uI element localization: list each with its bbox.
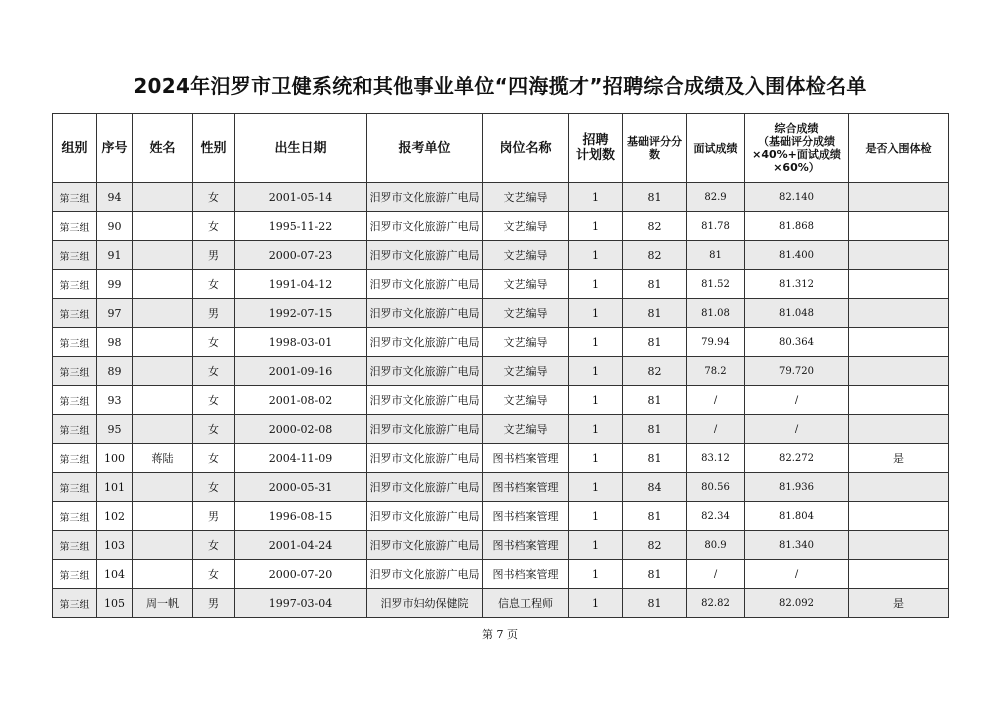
cell-base: 81 xyxy=(623,183,687,212)
cell-post: 文艺编导 xyxy=(483,386,569,415)
cell-total: 79.720 xyxy=(745,357,849,386)
cell-name xyxy=(133,473,193,502)
cell-seq: 95 xyxy=(97,415,133,444)
header-post: 岗位名称 xyxy=(483,114,569,183)
cell-post: 文艺编导 xyxy=(483,241,569,270)
cell-plan: 1 xyxy=(569,241,623,270)
cell-total: / xyxy=(745,415,849,444)
cell-plan: 1 xyxy=(569,270,623,299)
cell-gender: 女 xyxy=(193,212,235,241)
cell-base: 82 xyxy=(623,531,687,560)
cell-group: 第三组 xyxy=(53,212,97,241)
cell-pass: 是 xyxy=(849,444,949,473)
cell-interview: 78.2 xyxy=(687,357,745,386)
cell-total: 81.048 xyxy=(745,299,849,328)
table-row xyxy=(53,531,949,560)
cell-post: 信息工程师 xyxy=(483,589,569,618)
header-total xyxy=(745,114,849,183)
cell-group: 第三组 xyxy=(53,386,97,415)
cell-interview: 82.9 xyxy=(687,183,745,212)
cell-base: 82 xyxy=(623,357,687,386)
cell-unit: 汨罗市妇幼保健院 xyxy=(367,589,483,618)
cell-unit: 汨罗市文化旅游广电局 xyxy=(367,241,483,270)
cell-name xyxy=(133,299,193,328)
cell-interview: 82.34 xyxy=(687,502,745,531)
cell-total: 81.340 xyxy=(745,531,849,560)
cell-name xyxy=(133,270,193,299)
cell-base: 81 xyxy=(623,444,687,473)
table-row xyxy=(53,415,949,444)
header-interview: 面试成绩 xyxy=(687,114,745,183)
cell-base: 81 xyxy=(623,415,687,444)
cell-gender: 女 xyxy=(193,560,235,589)
cell-seq: 99 xyxy=(97,270,133,299)
cell-seq: 97 xyxy=(97,299,133,328)
cell-group: 第三组 xyxy=(53,444,97,473)
cell-name: 蒋陆 xyxy=(133,444,193,473)
cell-total: 81.868 xyxy=(745,212,849,241)
cell-post: 文艺编导 xyxy=(483,183,569,212)
cell-gender: 女 xyxy=(193,270,235,299)
cell-group: 第三组 xyxy=(53,560,97,589)
header-base-line1: 基础评分分 xyxy=(627,135,682,148)
header-total-line3: ×40%+面试成绩 xyxy=(752,148,841,161)
cell-total: 81.400 xyxy=(745,241,849,270)
table-row xyxy=(53,183,949,212)
cell-interview: 80.56 xyxy=(687,473,745,502)
cell-group: 第三组 xyxy=(53,357,97,386)
header-name: 姓名 xyxy=(133,114,193,183)
cell-group: 第三组 xyxy=(53,299,97,328)
table-header-row xyxy=(53,114,949,183)
table-row xyxy=(53,270,949,299)
page-title: 2024年汨罗市卫健系统和其他事业单位“四海揽才”招聘综合成绩及入围体检名单 xyxy=(133,74,867,98)
cell-total: 82.092 xyxy=(745,589,849,618)
cell-base: 84 xyxy=(623,473,687,502)
cell-plan: 1 xyxy=(569,589,623,618)
cell-plan: 1 xyxy=(569,502,623,531)
cell-gender: 女 xyxy=(193,183,235,212)
cell-name xyxy=(133,183,193,212)
header-plan-line2: 计划数 xyxy=(575,148,615,163)
cell-unit: 汨罗市文化旅游广电局 xyxy=(367,473,483,502)
cell-unit: 汨罗市文化旅游广电局 xyxy=(367,357,483,386)
cell-total: / xyxy=(745,560,849,589)
cell-pass: 是 xyxy=(849,589,949,618)
cell-gender: 女 xyxy=(193,531,235,560)
cell-gender: 女 xyxy=(193,357,235,386)
cell-post: 图书档案管理 xyxy=(483,473,569,502)
cell-post: 图书档案管理 xyxy=(483,444,569,473)
cell-birth: 1995-11-22 xyxy=(235,212,367,241)
table-row xyxy=(53,299,949,328)
cell-plan: 1 xyxy=(569,299,623,328)
cell-pass xyxy=(849,357,949,386)
header-total-line2: （基础评分成绩 xyxy=(758,135,835,148)
cell-plan: 1 xyxy=(569,444,623,473)
cell-interview: / xyxy=(687,386,745,415)
cell-interview: / xyxy=(687,415,745,444)
cell-post: 文艺编导 xyxy=(483,299,569,328)
cell-birth: 1992-07-15 xyxy=(235,299,367,328)
cell-seq: 103 xyxy=(97,531,133,560)
cell-plan: 1 xyxy=(569,560,623,589)
cell-birth: 2000-07-23 xyxy=(235,241,367,270)
cell-interview: 83.12 xyxy=(687,444,745,473)
cell-base: 81 xyxy=(623,560,687,589)
cell-pass xyxy=(849,328,949,357)
cell-group: 第三组 xyxy=(53,531,97,560)
cell-seq: 89 xyxy=(97,357,133,386)
cell-name xyxy=(133,386,193,415)
cell-seq: 94 xyxy=(97,183,133,212)
cell-total: 81.312 xyxy=(745,270,849,299)
header-unit: 报考单位 xyxy=(367,114,483,183)
cell-pass xyxy=(849,270,949,299)
cell-base: 81 xyxy=(623,502,687,531)
cell-birth: 2001-09-16 xyxy=(235,357,367,386)
cell-interview: 81 xyxy=(687,241,745,270)
cell-birth: 2000-07-20 xyxy=(235,560,367,589)
table-row xyxy=(53,473,949,502)
cell-group: 第三组 xyxy=(53,183,97,212)
header-pass: 是否入围体检 xyxy=(849,114,949,183)
cell-base: 81 xyxy=(623,589,687,618)
header-birth: 出生日期 xyxy=(235,114,367,183)
table-row xyxy=(53,589,949,618)
cell-interview: 80.9 xyxy=(687,531,745,560)
cell-plan: 1 xyxy=(569,386,623,415)
cell-birth: 2004-11-09 xyxy=(235,444,367,473)
cell-pass xyxy=(849,502,949,531)
cell-birth: 2000-02-08 xyxy=(235,415,367,444)
cell-total: 80.364 xyxy=(745,328,849,357)
page-number: 第 7 页 xyxy=(482,628,518,641)
cell-pass xyxy=(849,531,949,560)
cell-base: 81 xyxy=(623,299,687,328)
cell-plan: 1 xyxy=(569,212,623,241)
cell-unit: 汨罗市文化旅游广电局 xyxy=(367,415,483,444)
cell-unit: 汨罗市文化旅游广电局 xyxy=(367,502,483,531)
cell-base: 82 xyxy=(623,241,687,270)
cell-post: 文艺编导 xyxy=(483,328,569,357)
cell-pass xyxy=(849,386,949,415)
cell-base: 81 xyxy=(623,386,687,415)
table-row xyxy=(53,444,949,473)
cell-post: 文艺编导 xyxy=(483,357,569,386)
cell-name xyxy=(133,560,193,589)
cell-seq: 100 xyxy=(97,444,133,473)
cell-post: 图书档案管理 xyxy=(483,502,569,531)
cell-gender: 男 xyxy=(193,502,235,531)
cell-plan: 1 xyxy=(569,531,623,560)
cell-group: 第三组 xyxy=(53,473,97,502)
header-seq: 序号 xyxy=(97,114,133,183)
cell-post: 文艺编导 xyxy=(483,415,569,444)
cell-name xyxy=(133,328,193,357)
table-row xyxy=(53,212,949,241)
cell-interview: / xyxy=(687,560,745,589)
cell-name xyxy=(133,415,193,444)
cell-pass xyxy=(849,183,949,212)
cell-name xyxy=(133,241,193,270)
cell-gender: 男 xyxy=(193,241,235,270)
cell-base: 82 xyxy=(623,212,687,241)
cell-seq: 93 xyxy=(97,386,133,415)
cell-group: 第三组 xyxy=(53,415,97,444)
cell-name xyxy=(133,357,193,386)
cell-total: 82.140 xyxy=(745,183,849,212)
cell-post: 文艺编导 xyxy=(483,270,569,299)
cell-seq: 90 xyxy=(97,212,133,241)
cell-name: 周一帆 xyxy=(133,589,193,618)
cell-unit: 汨罗市文化旅游广电局 xyxy=(367,560,483,589)
cell-gender: 女 xyxy=(193,473,235,502)
cell-seq: 102 xyxy=(97,502,133,531)
cell-seq: 105 xyxy=(97,589,133,618)
cell-plan: 1 xyxy=(569,473,623,502)
results-table xyxy=(52,113,949,618)
cell-seq: 101 xyxy=(97,473,133,502)
cell-pass xyxy=(849,212,949,241)
cell-gender: 女 xyxy=(193,444,235,473)
cell-gender: 女 xyxy=(193,386,235,415)
cell-seq: 98 xyxy=(97,328,133,357)
cell-interview: 79.94 xyxy=(687,328,745,357)
cell-plan: 1 xyxy=(569,415,623,444)
cell-post: 文艺编导 xyxy=(483,212,569,241)
cell-group: 第三组 xyxy=(53,589,97,618)
cell-unit: 汨罗市文化旅游广电局 xyxy=(367,444,483,473)
cell-name xyxy=(133,502,193,531)
cell-unit: 汨罗市文化旅游广电局 xyxy=(367,531,483,560)
cell-pass xyxy=(849,241,949,270)
table-row xyxy=(53,328,949,357)
table-row xyxy=(53,241,949,270)
cell-interview: 81.78 xyxy=(687,212,745,241)
cell-unit: 汨罗市文化旅游广电局 xyxy=(367,299,483,328)
header-base xyxy=(623,114,687,183)
cell-group: 第三组 xyxy=(53,502,97,531)
cell-unit: 汨罗市文化旅游广电局 xyxy=(367,270,483,299)
cell-interview: 82.82 xyxy=(687,589,745,618)
cell-birth: 1998-03-01 xyxy=(235,328,367,357)
cell-total: 82.272 xyxy=(745,444,849,473)
cell-birth: 2001-08-02 xyxy=(235,386,367,415)
cell-plan: 1 xyxy=(569,357,623,386)
cell-pass xyxy=(849,560,949,589)
cell-gender: 男 xyxy=(193,299,235,328)
cell-unit: 汨罗市文化旅游广电局 xyxy=(367,328,483,357)
cell-interview: 81.52 xyxy=(687,270,745,299)
table-row xyxy=(53,502,949,531)
cell-plan: 1 xyxy=(569,183,623,212)
cell-total: 81.936 xyxy=(745,473,849,502)
cell-unit: 汨罗市文化旅游广电局 xyxy=(367,212,483,241)
cell-group: 第三组 xyxy=(53,270,97,299)
cell-group: 第三组 xyxy=(53,328,97,357)
cell-birth: 1996-08-15 xyxy=(235,502,367,531)
cell-base: 81 xyxy=(623,328,687,357)
header-total-line4: ×60%） xyxy=(773,161,820,174)
header-base-line2: 数 xyxy=(649,148,660,161)
header-group: 组别 xyxy=(53,114,97,183)
cell-total: / xyxy=(745,386,849,415)
header-plan xyxy=(569,114,623,183)
cell-gender: 女 xyxy=(193,415,235,444)
cell-pass xyxy=(849,473,949,502)
cell-base: 81 xyxy=(623,270,687,299)
header-plan-line1: 招聘 xyxy=(582,133,609,148)
cell-birth: 1991-04-12 xyxy=(235,270,367,299)
cell-birth: 2001-05-14 xyxy=(235,183,367,212)
cell-total: 81.804 xyxy=(745,502,849,531)
cell-gender: 女 xyxy=(193,328,235,357)
cell-name xyxy=(133,212,193,241)
table-row xyxy=(53,357,949,386)
cell-unit: 汨罗市文化旅游广电局 xyxy=(367,386,483,415)
table-row xyxy=(53,560,949,589)
header-gender: 性别 xyxy=(193,114,235,183)
cell-name xyxy=(133,531,193,560)
cell-birth: 2001-04-24 xyxy=(235,531,367,560)
cell-birth: 2000-05-31 xyxy=(235,473,367,502)
cell-post: 图书档案管理 xyxy=(483,531,569,560)
cell-plan: 1 xyxy=(569,328,623,357)
table-row xyxy=(53,386,949,415)
cell-seq: 104 xyxy=(97,560,133,589)
header-total-line1: 综合成绩 xyxy=(774,122,819,135)
cell-group: 第三组 xyxy=(53,241,97,270)
cell-seq: 91 xyxy=(97,241,133,270)
cell-unit: 汨罗市文化旅游广电局 xyxy=(367,183,483,212)
cell-post: 图书档案管理 xyxy=(483,560,569,589)
cell-interview: 81.08 xyxy=(687,299,745,328)
cell-pass xyxy=(849,299,949,328)
cell-birth: 1997-03-04 xyxy=(235,589,367,618)
cell-pass xyxy=(849,415,949,444)
cell-gender: 男 xyxy=(193,589,235,618)
